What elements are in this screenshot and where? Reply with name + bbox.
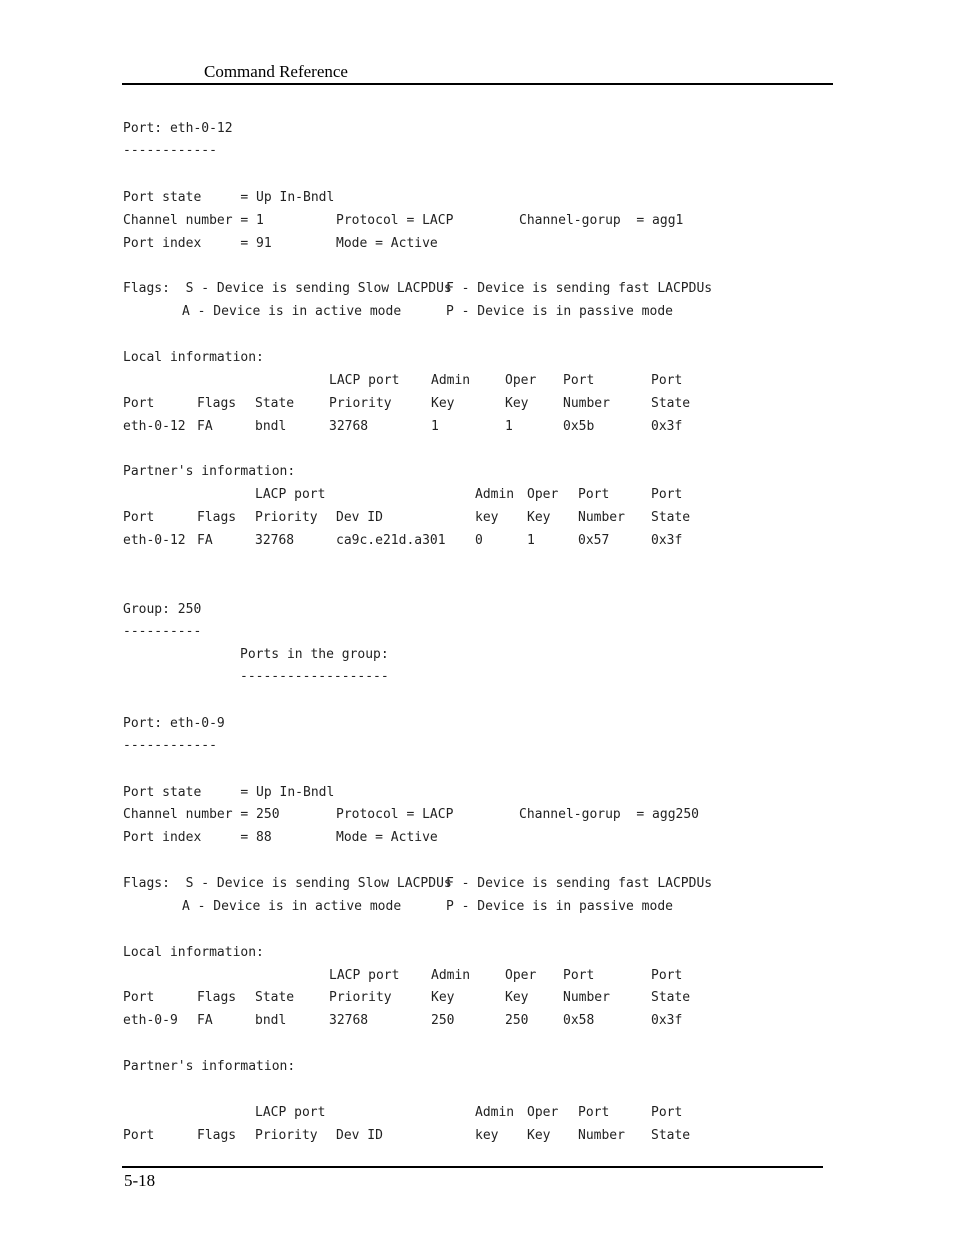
output-text: 250 (431, 1013, 455, 1028)
output-text: eth-0-12 (123, 533, 186, 548)
output-text: Partner's information: (123, 464, 296, 479)
output-text: LACP port (255, 487, 326, 502)
page-number: 5-18 (124, 1171, 156, 1190)
output-text: Port (123, 510, 155, 525)
output-text: 0x3f (651, 533, 683, 548)
output-text: Port state = Up In-Bndl (123, 785, 335, 800)
output-text: 32768 (255, 533, 295, 548)
output-text: FA (197, 533, 213, 548)
output-text: Key (505, 396, 529, 411)
output-text: Group: 250 (123, 602, 202, 617)
output-text: Admin (475, 1105, 515, 1120)
output-text: key (475, 1128, 499, 1143)
output-text: Mode = Active (336, 236, 438, 251)
output-text: key (475, 510, 499, 525)
output-text: Port index = 91 (123, 236, 272, 251)
output-text: State (651, 1128, 691, 1143)
output-text: State (651, 510, 691, 525)
output-text: Port (578, 487, 610, 502)
output-text: Port (651, 968, 683, 983)
output-text: ---------- (123, 624, 202, 639)
output-text: 250 (505, 1013, 529, 1028)
output-text: 1 (431, 419, 439, 434)
output-text: P - Device is in passive mode (446, 304, 673, 319)
output-text: Key (431, 396, 455, 411)
output-text: ------------------- (240, 669, 389, 684)
output-text: Number (563, 990, 610, 1005)
output-text: LACP port (255, 1105, 326, 1120)
output-text: Local information: (123, 350, 264, 365)
output-text: Local information: (123, 945, 264, 960)
output-text: Port: eth-0-12 (123, 121, 233, 136)
output-text: Priority (329, 396, 392, 411)
output-text: Priority (329, 990, 392, 1005)
output-text: Port state = Up In-Bndl (123, 190, 335, 205)
output-text: Port (123, 990, 155, 1005)
output-text: 1 (505, 419, 513, 434)
output-text: Priority (255, 1128, 318, 1143)
output-text: 32768 (329, 1013, 369, 1028)
output-text: Channel-gorup = agg250 (519, 807, 700, 822)
output-text: Key (527, 1128, 551, 1143)
output-text: 0x5b (563, 419, 595, 434)
output-text: State (255, 396, 295, 411)
output-text: FA (197, 419, 213, 434)
output-text: Protocol = LACP (336, 213, 454, 228)
output-text: 0x3f (651, 1013, 683, 1028)
output-text: Port index = 88 (123, 830, 272, 845)
output-text: Priority (255, 510, 318, 525)
output-text: 0x57 (578, 533, 610, 548)
output-text: Key (527, 510, 551, 525)
output-text: ------------ (123, 143, 217, 158)
output-text: Flags (197, 990, 237, 1005)
output-text: 0x3f (651, 419, 683, 434)
output-text: eth-0-12 (123, 419, 186, 434)
output-text: State (651, 990, 691, 1005)
output-text: LACP port (329, 968, 400, 983)
output-text: Port (563, 373, 595, 388)
output-text: Channel number = 250 (123, 807, 280, 822)
output-text: Admin (475, 487, 515, 502)
output-text: FA (197, 1013, 213, 1028)
output-text: Port (651, 1105, 683, 1120)
output-text: Flags: S - Device is sending Slow LACPDUs (123, 876, 452, 891)
output-text: 1 (527, 533, 535, 548)
output-text: bndl (255, 419, 287, 434)
output-text: Flags (197, 1128, 237, 1143)
output-text: Key (431, 990, 455, 1005)
output-text: Oper (527, 1105, 559, 1120)
header-rule (122, 83, 833, 85)
output-text: Flags: S - Device is sending Slow LACPDUs (123, 281, 452, 296)
output-text: bndl (255, 1013, 287, 1028)
output-text: ------------ (123, 738, 217, 753)
output-text: P - Device is in passive mode (446, 899, 673, 914)
output-text: LACP port (329, 373, 400, 388)
output-text: 0 (475, 533, 483, 548)
output-text: Number (578, 510, 625, 525)
output-text: A - Device is in active mode (182, 304, 402, 319)
output-text: Ports in the group: (240, 647, 389, 662)
output-text: Dev ID (336, 510, 383, 525)
output-text: Flags (197, 396, 237, 411)
output-text: A - Device is in active mode (182, 899, 402, 914)
output-text: Flags (197, 510, 237, 525)
output-text: Mode = Active (336, 830, 438, 845)
output-text: Dev ID (336, 1128, 383, 1143)
output-text: Oper (505, 373, 537, 388)
output-text: Port (563, 968, 595, 983)
output-text: Port (578, 1105, 610, 1120)
page-header-title: Command Reference (204, 62, 348, 81)
output-text: Admin (431, 373, 471, 388)
output-text: Port (123, 396, 155, 411)
output-text: Number (578, 1128, 625, 1143)
output-text: Number (563, 396, 610, 411)
output-text: 32768 (329, 419, 369, 434)
output-text: eth-0-9 (123, 1013, 178, 1028)
output-text: Channel number = 1 (123, 213, 264, 228)
output-text: State (651, 396, 691, 411)
output-text: Partner's information: (123, 1059, 296, 1074)
output-text: Port (651, 487, 683, 502)
output-text: Port (123, 1128, 155, 1143)
output-text: Channel-gorup = agg1 (519, 213, 684, 228)
output-text: Oper (527, 487, 559, 502)
output-text: F - Device is sending fast LACPDUs (446, 876, 713, 891)
output-text: ca9c.e21d.a301 (336, 533, 446, 548)
output-text: State (255, 990, 295, 1005)
output-text: Oper (505, 968, 537, 983)
footer-rule (122, 1166, 823, 1168)
output-text: F - Device is sending fast LACPDUs (446, 281, 713, 296)
output-text: 0x58 (563, 1013, 595, 1028)
output-text: Key (505, 990, 529, 1005)
output-text: Port (651, 373, 683, 388)
output-text: Port: eth-0-9 (123, 716, 225, 731)
output-text: Protocol = LACP (336, 807, 454, 822)
output-text: Admin (431, 968, 471, 983)
